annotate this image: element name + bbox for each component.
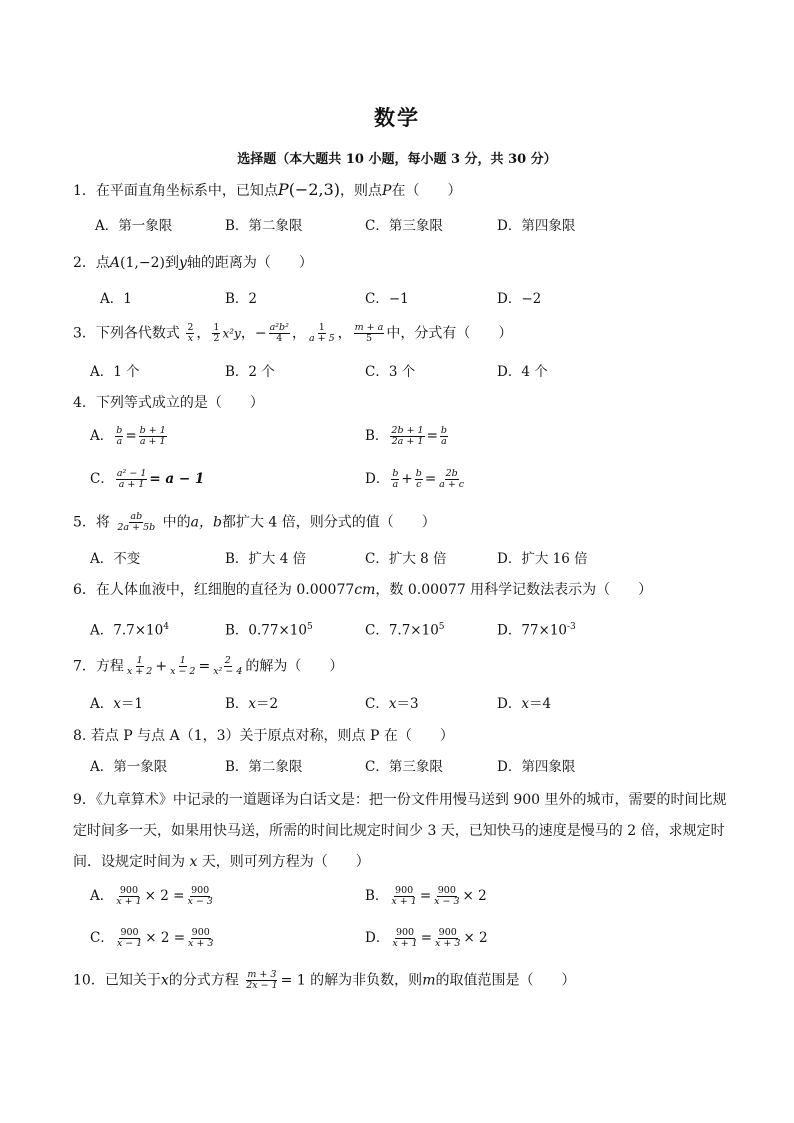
q1-text-b: ，则点: [340, 183, 383, 199]
q3-option-c: C．3 个: [365, 364, 416, 380]
q2-option-a: A．1: [100, 291, 132, 307]
q7-option-a: A．x＝1: [90, 696, 143, 712]
q4-option-a: A． $\frac{b}{a}$ = $\frac{b + 1}{a + 1}$: [90, 425, 166, 447]
q6-number: 6．: [73, 582, 96, 598]
q1-option-b: B．第二象限: [225, 218, 303, 234]
q7-text: 的解为（ ）: [245, 658, 344, 675]
q10-text: 的分式方程: [168, 972, 239, 989]
q6-option-c: C．$7.7\times 10^5$: [365, 622, 445, 639]
q2-coord: (1,−2): [120, 255, 165, 271]
q10-text-c: 的取值范围是（ ）: [435, 972, 576, 989]
q7-option-d: D．x＝4: [497, 696, 552, 712]
q6-option-b: B．$0.77\times 10^5$: [225, 622, 313, 639]
question-2: [73, 253, 313, 273]
q3-expr-2: $\frac{1}{2}$: [213, 322, 220, 344]
q8-option-b: B．第二象限: [225, 759, 303, 775]
q4-option-d: D． $\frac{b}{a}$ + $\frac{b}{c}$ = $\frac{2b}{a + c}$: [365, 468, 465, 490]
q4-option-c: C． $\frac{\text{a² − 1}}{a + 1}$ = a − 1: [90, 468, 205, 490]
q6-option-d: D．$77\times 10^{-3}$: [497, 622, 576, 639]
q10-var: x: [160, 972, 169, 989]
q2-axis: y: [178, 255, 187, 271]
q3-text-c: 中，分式有（ ）: [386, 325, 513, 342]
question-3: 3．下列各代数式 $\frac{2}{x}$ ， $\frac{1}{2}$ x²y，− $\frac{\text{a²b²}}{4}$ ， $\frac{1}{a + 5}$ ， $\frac{m + a}{5}$ 中，分式有（ ）: [73, 322, 513, 344]
q8-option-a: A．第一象限: [90, 759, 168, 775]
q6-unit: cm: [354, 582, 376, 598]
q9-var: x: [189, 854, 198, 870]
q8-option-c: C．第三象限: [365, 759, 443, 775]
question-7: 7．方程 $\frac{1}{x + 2}$ + $\frac{1}{x - 2}$ = $\frac{2}{\text{x² − 4}}$ 的解为（ ）: [73, 655, 344, 677]
q6-option-a: A．$7.7\times 10^4$: [90, 622, 169, 639]
q3-option-b: B．2 个: [225, 364, 275, 380]
q10-text-b: = 1 的解为非负数，则: [280, 972, 423, 989]
question-4: [73, 393, 264, 413]
q10-number: 10．已知关于: [73, 972, 161, 989]
q7-option-c: C．x＝3: [365, 696, 419, 712]
q9-option-d: D． $\frac{900}{x + 1}$ = $\frac{900}{x + 3}$ × 2: [365, 927, 488, 949]
q2-option-b: B．2: [225, 291, 258, 307]
question-8: 8. 若点 P 与点 A（1，3）关于原点对称，则点 P 在（ ）: [73, 728, 454, 744]
q1-coord: (−2,3): [288, 180, 341, 199]
q1-option-c: C．第三象限: [365, 218, 443, 234]
q8-option-d: D．第四象限: [497, 759, 576, 775]
q5-vars: a，b: [190, 514, 222, 531]
q2-point: A: [109, 255, 121, 271]
question-10: [73, 970, 575, 991]
section-heading: 选择题（本大题共 10 小题，每小题 3 分，共 30 分）: [237, 152, 557, 167]
q3-expr-1: $\frac{2}{x}$: [187, 322, 194, 344]
q5-option-b: B．扩大 4 倍: [225, 551, 307, 567]
q2-text-c: 轴的距离为（ ）: [186, 255, 313, 271]
question-1: [73, 180, 461, 201]
q9-option-a: A． $\frac{900}{x + 1}$ × 2 = $\frac{900}{x - 3}$: [90, 885, 213, 907]
question-6: [73, 580, 652, 600]
q7-option-b: B．x＝2: [225, 696, 279, 712]
q9-text: 9．《九章算术》中记录的一道题译为白话文是：把一份文件用慢马送到 900 里外的城市，需要的时间比规定时间多一天，如果用快马送，所需的时间比规定时间少 3 天，已知快马的速度是慢马的 2 倍，求规定时间．设规定时间为: [73, 792, 727, 870]
q1-option-d: D．第四象限: [497, 218, 576, 234]
q6-text-b: ，数 0.00077 用科学记数法表示为（ ）: [375, 582, 653, 598]
q5-fraction: $\frac{ab}{2a + 5b}$: [117, 511, 156, 533]
q1-text: 在平面直角坐标系中，已知点: [95, 183, 278, 199]
q2-option-d: D．−2: [497, 291, 542, 307]
q5-text-b: 都扩大 4 倍，则分式的值（ ）: [221, 514, 436, 531]
q1-text-c: 在（ ）: [391, 183, 462, 199]
q3-expr-3: $\frac{\text{a²b²}}{4}$: [269, 322, 289, 344]
question-9: [73, 785, 733, 878]
q5-option-d: D．扩大 16 倍: [497, 551, 588, 567]
q4-option-b: B． $\frac{2b + 1}{2a + 1}$ = $\frac{b}{a}$: [365, 425, 447, 447]
q4-text: 下列等式成立的是（ ）: [95, 395, 264, 411]
q1-option-a: A．第一象限: [95, 218, 173, 234]
q9-text-b: 天，则可列方程为（ ）: [197, 854, 370, 870]
q2-number: 2．: [73, 255, 96, 271]
q3-expr-5: $\frac{m + a}{5}$: [354, 322, 384, 344]
q5-number: 5．将: [73, 514, 110, 531]
q3-option-d: D．4 个: [497, 364, 548, 380]
q2-text: 点: [95, 255, 110, 271]
q5-option-a: A．不变: [90, 551, 141, 567]
q1-point: P: [277, 180, 289, 199]
page-title: 数学: [374, 105, 420, 130]
q6-text: 在人体血液中，红细胞的直径为 0.00077: [95, 582, 355, 598]
q9-option-c: C． $\frac{900}{x - 1}$ × 2 = $\frac{900}{x + 3}$: [90, 927, 214, 949]
question-5: [73, 512, 436, 533]
q3-option-a: A．1 个: [90, 364, 140, 380]
q4-number: 4．: [73, 395, 96, 411]
q10-var-m: m: [422, 972, 436, 989]
q3-expr-2-var: x²y: [222, 326, 241, 341]
q5-option-c: C．扩大 8 倍: [365, 551, 447, 567]
q1-number: 1．: [73, 183, 96, 199]
q10-fraction: $\frac{m + 3}{2x - 1}$: [246, 969, 278, 991]
q2-option-c: C．−1: [365, 291, 409, 307]
q9-option-b: B． $\frac{900}{x + 1}$ = $\frac{900}{x - 3}$ × 2: [365, 885, 487, 907]
q3-expr-3-sign: ，−: [240, 325, 267, 342]
q3-number: 3．: [73, 325, 96, 342]
q7-number: 7．方程: [73, 658, 124, 675]
q3-text: 下列各代数式: [95, 325, 180, 342]
q2-text-b: 到: [164, 255, 179, 271]
q5-text: 中的: [162, 514, 191, 531]
q1-point-2: P: [382, 183, 392, 199]
q3-expr-4: $\frac{1}{a + 5}$: [308, 322, 335, 344]
